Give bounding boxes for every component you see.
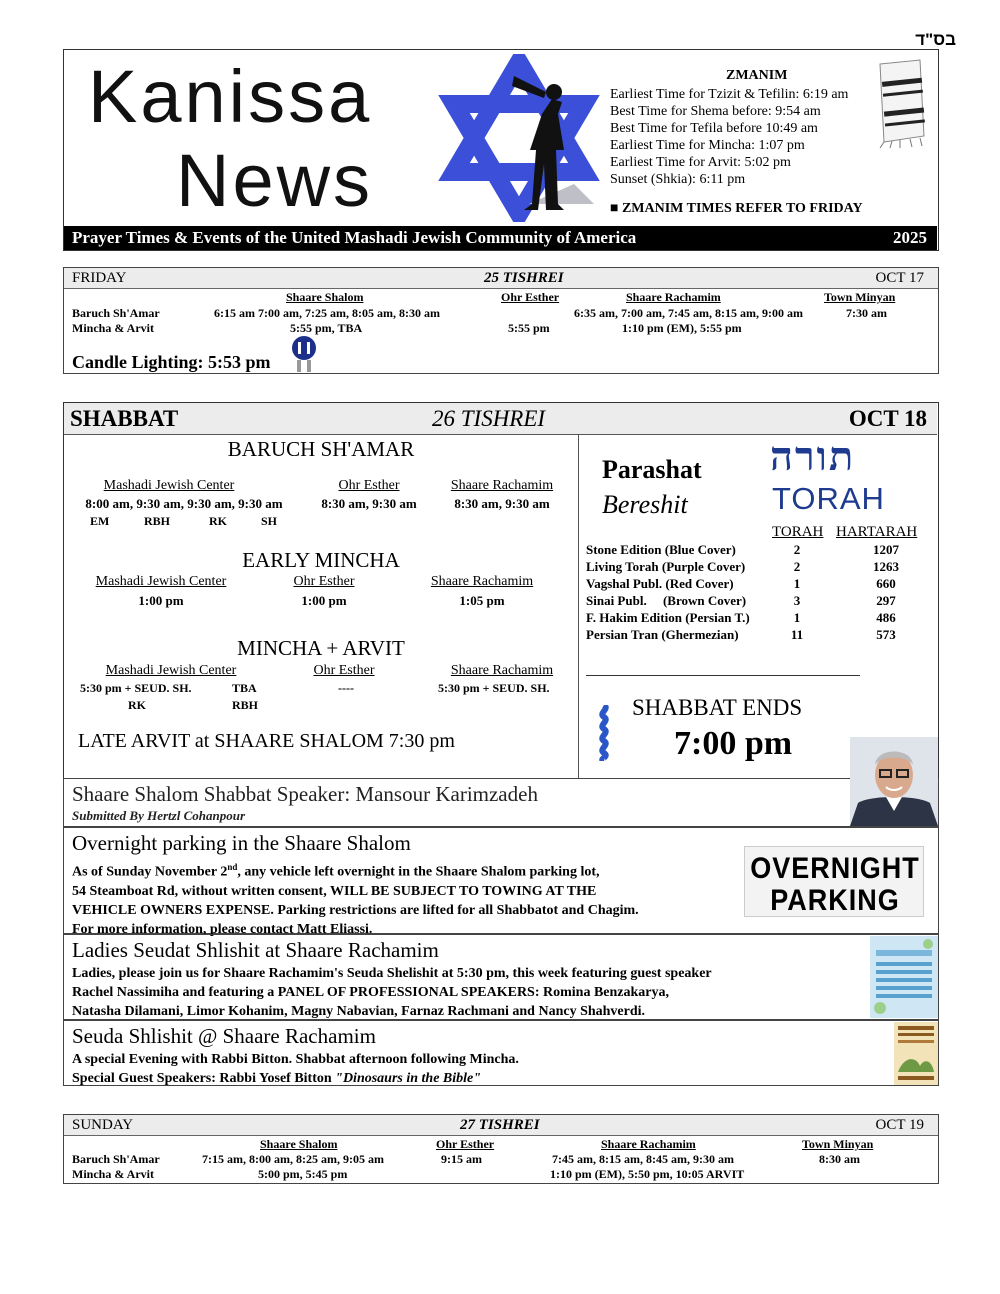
shabbat-section (63, 402, 939, 779)
divider-line (586, 675, 860, 676)
edition-haftarah: 1207 (873, 542, 899, 557)
cell: 1:10 pm (EM), 5:50 pm, 10:05 ARVIT (550, 1167, 745, 1181)
parking-text: , any vehicle left overnight in the Shaare Shalom parking lot, (237, 864, 600, 880)
parking-text: As of Sunday November 2 (72, 864, 228, 880)
ladies-title: Ladies Seudat Shlishit at Shaare Rachamim (72, 938, 439, 962)
edition-haftarah: 1263 (873, 559, 899, 574)
candle-lighting: Candle Lighting: 5:53 pm (72, 352, 271, 372)
ma-time: TBA (232, 681, 257, 695)
edition-row (586, 576, 936, 593)
baruch-col: Ohr Esther (338, 478, 400, 493)
column-divider (578, 435, 579, 778)
logo-line2: News (176, 139, 374, 222)
seuda-text-italic: "Dinosaurs in the Bible" (335, 1071, 482, 1086)
friday-section (63, 267, 939, 374)
seuda-body (72, 1050, 519, 1088)
cell: 5:00 pm, 5:45 pm (258, 1167, 348, 1181)
star-of-david-shofar-icon (434, 54, 604, 222)
zmanim-item: Best Time for Tefila before 10:49 am (610, 121, 818, 136)
logo-line1: Kanissa (88, 55, 373, 138)
ladies-text: Natasha Dilamani, Limor Kohanim, Magny Nabavian, Farnaz Rachmani and Nancy Shahverdi. (72, 1004, 646, 1019)
edition-name: Sinai Publ. (Brown Cover) (586, 593, 747, 608)
banner (64, 226, 937, 250)
banner-text: Prayer Times & Events of the United Mashadi Jewish Community of America (72, 228, 637, 247)
parking-section (63, 827, 939, 937)
sign-line1: OVERNIGHT (750, 851, 920, 885)
edition-torah: 1 (793, 610, 801, 625)
early-col: Ohr Esther (293, 574, 355, 589)
editions-table (586, 542, 936, 644)
sunday-header (64, 1115, 938, 1136)
parking-title: Overnight parking in the Shaare Shalom (72, 831, 411, 855)
edition-torah: 1 (793, 576, 801, 591)
zmanim-note: ■ ZMANIM TIMES REFER TO FRIDAY (610, 201, 863, 216)
shabbat-date: OCT 18 (848, 406, 927, 431)
zmanim-item: Earliest Time for Arvit: 5:02 pm (610, 155, 791, 170)
ladies-text: Ladies, please join us for Shaare Rachamim's Seuda Shelishit at 5:30 pm, this week featuring guest speaker (72, 966, 712, 981)
ma-col: Shaare Rachamim (450, 663, 554, 678)
overnight-parking-sign (744, 846, 924, 917)
seuda-text: A special Evening with Rabbi Bitton. Shabbat afternoon following Mincha. (72, 1052, 519, 1067)
edition-haftarah: 573 (876, 627, 896, 642)
cell: 9:15 am (441, 1152, 482, 1166)
friday-day: FRIDAY (72, 270, 127, 286)
seuda-flyer-image (894, 1022, 938, 1085)
early-title: EARLY MINCHA (242, 548, 400, 572)
early-col: Mashadi Jewish Center (95, 574, 227, 589)
early-col: Shaare Rachamim (430, 574, 534, 589)
baruch-col: Mashadi Jewish Center (103, 478, 235, 493)
edition-torah: 11 (790, 627, 804, 642)
parking-text: 54 Steamboat Rd, without written consent, WILL BE SUBJECT TO TOWING AT THE (72, 883, 597, 899)
torah-word: TORAH (772, 481, 885, 516)
friday-header (64, 268, 938, 289)
ma-time: 5:30 pm + SEUD. SH. (438, 681, 550, 695)
ma-time: 5:30 pm + SEUD. SH. (80, 681, 192, 695)
shabbat-header (64, 403, 937, 435)
cell: 8:30 am (819, 1152, 860, 1166)
col-town-minyan: Town Minyan (802, 1137, 874, 1151)
zmanim-item: Best Time for Shema before: 9:54 am (610, 104, 821, 119)
haftarah-header: HARTARAH (836, 524, 918, 540)
ladies-section (63, 934, 939, 1020)
cell: 7:45 am, 8:15 am, 8:45 am, 9:30 am (552, 1152, 734, 1166)
edition-name: Vagshal Publ. (Red Cover) (586, 576, 734, 591)
parking-text: For more information, please contact Matt Eliassi. (72, 921, 373, 937)
speaker-section (63, 778, 939, 827)
sunday-hebrew-date: 27 TISHREI (460, 1117, 540, 1133)
parashat-label: Parashat (602, 455, 702, 484)
parking-text: nd (227, 862, 238, 872)
baruch-sub: EM (90, 514, 110, 528)
cell: 5:55 pm, TBA (290, 321, 363, 335)
row-label: Mincha & Arvit (72, 321, 154, 335)
baruch-time: 8:30 am, 9:30 am (454, 496, 550, 511)
friday-hebrew-date: 25 TISHREI (484, 270, 564, 286)
parashat-name: Bereshit (602, 490, 688, 519)
banner-year: 2025 (893, 228, 927, 247)
sign-line2: PARKING (770, 883, 900, 917)
shabbat-ends-label: SHABBAT ENDS (632, 695, 803, 720)
shabbat-ends-time: 7:00 pm (674, 725, 793, 762)
edition-name: Stone Edition (Blue Cover) (586, 542, 736, 557)
baruch-sub: RK (209, 514, 227, 528)
tallit-icon (870, 58, 926, 150)
col-shaare-rachamim: Shaare Rachamim (626, 290, 721, 304)
edition-row (586, 593, 936, 610)
baruch-time: 8:30 am, 9:30 am (321, 496, 417, 511)
friday-date: OCT 17 (875, 270, 924, 286)
ma-title: MINCHA + ARVIT (237, 636, 405, 660)
torah-header: TORAH (772, 524, 824, 540)
parking-text: VEHICLE OWNERS EXPENSE. Parking restrictions are lifted for all Shabbatot and Chagim. (72, 902, 639, 918)
col-town-minyan: Town Minyan (824, 290, 896, 304)
edition-haftarah: 486 (876, 610, 896, 625)
zmanim-title: ZMANIM (726, 68, 788, 83)
baruch-sub: SH (261, 514, 278, 528)
seuda-title: Seuda Shlishit @ Shaare Rachamim (72, 1024, 376, 1048)
cell: 7:15 am, 8:00 am, 8:25 am, 9:05 am (202, 1152, 384, 1166)
baruch-col: Shaare Rachamim (450, 478, 554, 493)
sunday-date: OCT 19 (875, 1117, 924, 1133)
edition-row (586, 559, 936, 576)
edition-row (586, 542, 936, 559)
ma-time: ---- (338, 681, 354, 695)
edition-name: Persian Tran (Ghermezian) (586, 627, 739, 642)
ladies-body (72, 964, 712, 1021)
havdalah-candle-icon (596, 705, 612, 761)
cell: 1:10 pm (EM), 5:55 pm (622, 321, 742, 335)
masthead (63, 49, 939, 251)
baruch-time: 8:00 am, 9:30 am, 9:30 am, 9:30 am (85, 496, 283, 511)
shabbat-hebrew-date: 26 TISHREI (432, 406, 546, 431)
edition-name: F. Hakim Edition (Persian T.) (586, 610, 750, 625)
candles-icon (290, 336, 318, 374)
row-label: Baruch Sh'Amar (72, 1152, 160, 1166)
edition-name: Living Torah (Purple Cover) (586, 559, 746, 574)
col-ohr-esther: Ohr Esther (501, 290, 560, 304)
baruch-title: BARUCH SH'AMAR (227, 437, 415, 461)
zmanim-list (610, 86, 848, 188)
edition-torah: 2 (793, 542, 801, 557)
cell: 5:55 pm (508, 321, 550, 335)
row-label: Mincha & Arvit (72, 1167, 154, 1181)
speaker-title: Shaare Shalom Shabbat Speaker: Mansour Karimzadeh (72, 782, 538, 806)
baruch-sub: RBH (144, 514, 171, 528)
col-shaare-shalom: Shaare Shalom (286, 290, 364, 304)
sunday-day: SUNDAY (72, 1117, 134, 1133)
col-shaare-rachamim: Shaare Rachamim (601, 1137, 696, 1151)
col-ohr-esther: Ohr Esther (436, 1137, 495, 1151)
cell: 6:15 am 7:00 am, 7:25 am, 8:05 am, 8:30 am (214, 306, 440, 320)
cell: 7:30 am (846, 306, 887, 320)
speaker-submitted: Submitted By Hertzl Cohanpour (72, 808, 246, 823)
torah-hebrew: תורה (770, 434, 856, 479)
zmanim-item: Earliest Time for Mincha: 1:07 pm (610, 138, 805, 153)
edition-row (586, 627, 936, 644)
cell: 6:35 am, 7:00 am, 7:45 am, 8:15 am, 9:00 am (574, 306, 803, 320)
edition-haftarah: 297 (876, 593, 896, 608)
row-label: Baruch Sh'Amar (72, 306, 160, 320)
early-time: 1:00 pm (138, 593, 184, 608)
ma-sub: RK (128, 698, 146, 712)
seuda-section (63, 1020, 939, 1086)
corner-mark: בס"ד (915, 30, 956, 49)
ma-col: Ohr Esther (313, 663, 375, 678)
speaker-photo (850, 737, 938, 826)
edition-row (586, 610, 936, 627)
ladies-text: Rachel Nassimiha and featuring a PANEL OF PROFESSIONAL SPEAKERS: Romina Benzakarya, (72, 985, 670, 1000)
ma-sub: RBH (232, 698, 259, 712)
zmanim-item: Sunset (Shkia): 6:11 pm (610, 172, 746, 187)
col-shaare-shalom: Shaare Shalom (260, 1137, 338, 1151)
edition-torah: 2 (793, 559, 801, 574)
parking-body (72, 858, 752, 939)
sunday-section (63, 1114, 939, 1184)
edition-torah: 3 (793, 593, 801, 608)
late-arvit: LATE ARVIT at SHAARE SHALOM 7:30 pm (78, 730, 455, 752)
early-time: 1:00 pm (301, 593, 347, 608)
ma-col: Mashadi Jewish Center (105, 663, 237, 678)
shabbat-day: SHABBAT (70, 406, 179, 431)
seuda-text: Special Guest Speakers: Rabbi Yosef Bitton (72, 1071, 336, 1086)
zmanim-item: Earliest Time for Tzizit & Tefilin: 6:19 am (610, 87, 849, 102)
edition-haftarah: 660 (876, 576, 896, 591)
ladies-flyer-image (870, 936, 938, 1018)
early-time: 1:05 pm (459, 593, 505, 608)
